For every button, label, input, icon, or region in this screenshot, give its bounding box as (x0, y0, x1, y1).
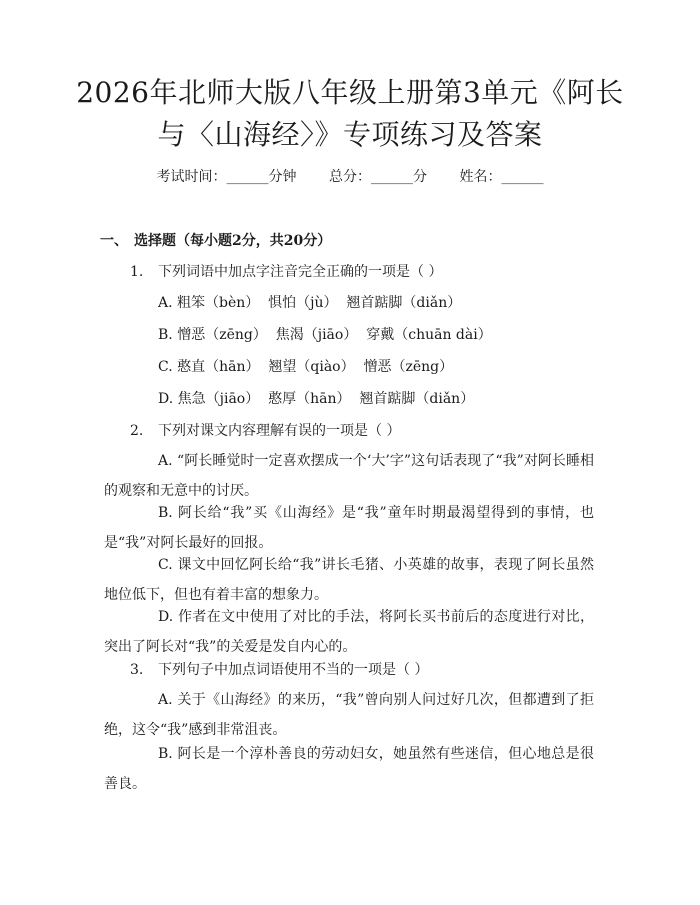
question-2-option-c: C. 课文中回忆阿长给“我”讲长毛猪、小英雄的故事，表现了阿长虽然地位低下，但也有着丰富的想象力。 (104, 557, 594, 603)
question-1-option-a: A. 粗笨（bèn） 惧怕（jù） 翘首踮脚（diǎn） (158, 295, 462, 311)
document-title (0, 72, 700, 156)
section-heading (100, 230, 331, 252)
question-3-option-a: A. 关于《山海经》的来历，“我”曾向别人问过好几次，但都遭到了拒绝，这令“我”感到非常沮丧。 (104, 692, 594, 738)
question-1-stem (130, 261, 442, 283)
title-line-1: 2026年北师大版八年级上册第3单元《阿长 (76, 76, 624, 109)
exam-time: 考试时间：______分钟 (156, 169, 297, 185)
question-text: 下列词语中加点字注音完全正确的一项是（ ） (158, 264, 443, 280)
exam-info-line (0, 166, 700, 188)
question-3-stem (130, 659, 428, 681)
question-text: 下列句子中加点词语使用不当的一项是（ ） (158, 662, 429, 678)
question-2-stem (130, 420, 400, 442)
question-2-option-a: A. “阿长睡觉时一定喜欢摆成一个‘大’字”这句话表现了“我”对阿长睡相的观察和无意中的讨厌。 (104, 453, 594, 499)
section-number: 一、 (100, 233, 128, 249)
question-2-option-d: D. 作者在文中使用了对比的手法，将阿长买书前后的态度进行对比，突出了阿长对“我”的关爱是发自内心的。 (104, 609, 594, 655)
question-3-option-b: B. 阿长是一个淳朴善良的劳动妇女，她虽然有些迷信，但心地总是很善良。 (104, 746, 594, 792)
question-1-option-c: C. 憨直（hān） 翘望（qiào） 憎恶（zēng） (158, 359, 454, 375)
section-title: 选择题（每小题2分，共20分） (134, 233, 332, 249)
question-number: 2. (130, 423, 144, 439)
question-1-option-d: D. 焦急（jiāo） 憨厚（hān） 翘首踮脚（diǎn） (158, 391, 475, 407)
question-text: 下列对课文内容理解有误的一项是（ ） (158, 423, 401, 439)
question-2-option-b: B. 阿长给“我”买《山海经》是“我”童年时期最渴望得到的事情，也是“我”对阿长最好的回报。 (104, 505, 594, 551)
question-number: 3. (130, 662, 144, 678)
question-number: 1. (130, 264, 144, 280)
question-1-option-b: B. 憎恶（zēng） 焦渴（jiāo） 穿戴（chuān dài） (158, 327, 492, 343)
title-line-2: 与〈山海经〉》专项练习及答案 (157, 118, 543, 151)
total-score: 总分：______分 (329, 169, 427, 185)
student-name: 姓名：______ (459, 169, 544, 185)
